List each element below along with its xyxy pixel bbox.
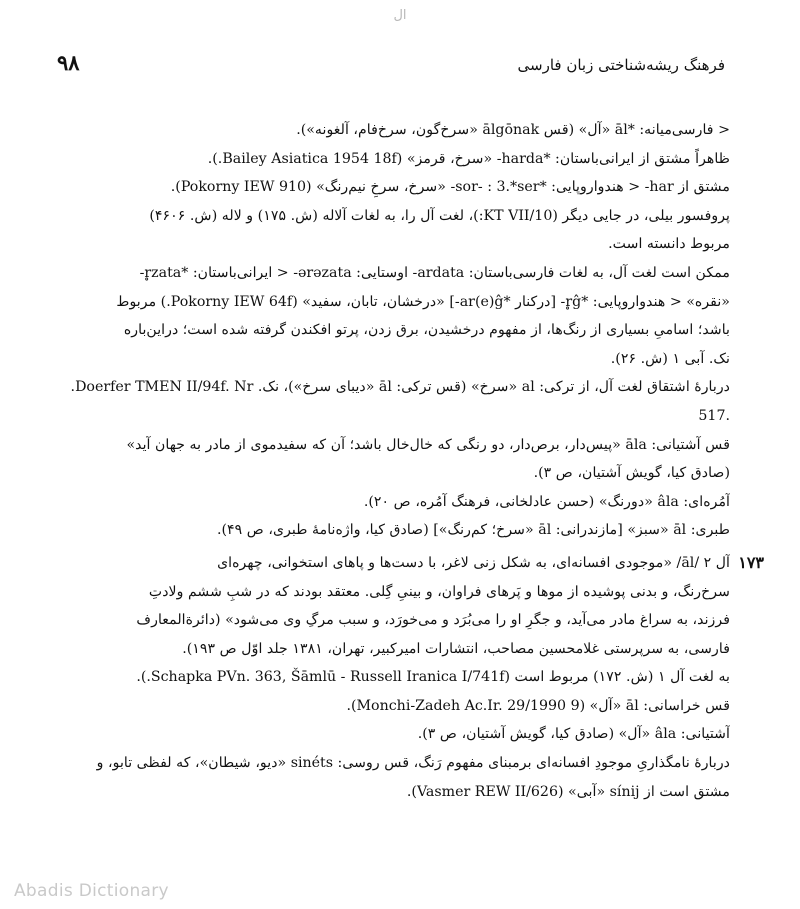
body-line: .517: [698, 407, 730, 424]
body-line: آمُره‌ای: âla «دورنگ» (حسن عادلخانی، فرهنگ آمُره، ص ۲۰).: [363, 493, 730, 510]
body-line: به لغت آل ۱ (ش. ۱۷۲) مربوط است (Schapka PVn. 363, Šāmlū - Russell Iranica I/741f.).: [136, 669, 730, 686]
page-header: [35, 52, 725, 84]
top-word: ال: [393, 8, 407, 23]
body-line: قس آشتیانی: āla «پیس‌دار، برص‌دار، دو رنگی که خال‌خال باشد؛ آن که سفیدموی از مادر به جهان آید»: [126, 436, 730, 453]
body-line: نک. آبی ۱ (ش. ۲۶).: [610, 350, 730, 367]
body-line: آل ۲ /āl/ «موجودی افسانه‌ای، به شکل زنی لاغر، با دست‌ها و پاهای استخوانی، چهره‌ای: [217, 554, 730, 571]
body-line: مشتق است از sínij «آبی» (Vasmer REW II/626).: [406, 783, 730, 800]
book-title: فرهنگ ریشه‌شناختی زبان فارسی: [517, 56, 725, 74]
entry-number: ۱۷۳: [738, 552, 764, 572]
body-line: (صادق کیا، گویش آشتیان، ص ۳).: [533, 465, 730, 482]
body-line: فرزند، به سراغ مادر می‌آید، و جگرِ او را می‌بُرَد و می‌خورَد، و سبب مرگِ وی می‌شود» (دائرةالمعارف: [136, 612, 730, 629]
body-line: آشتیانی: âla «آل» (صادق کیا، گویش آشتیان، ص ۳).: [417, 726, 730, 743]
body-line: ممکن است لغت آل، به لغات فارسی‌باستان: ardata- اوستایی: ərəzata- < ایرانی‌باستان: *r̥zata-: [139, 264, 730, 281]
body-line: باشد؛ اسامیِ بسیاری از رنگ‌ها، از مفهوم درخشیدن، برق زدن، پرتو افکندن گرفته شده است؛ دراین‌باره: [123, 322, 730, 339]
body-line: دربارهٔ اشتقاق لغت آل، از ترکی: al «سرخ» (قس ترکی: āl «دیبای سرخ»)، نک. Doerfer TMEN II/94f. Nr.: [70, 379, 730, 396]
body-line: دربارهٔ نامگذاریِ موجودِ افسانه‌ای برمبنای مفهوم رَنگ، قس روسی: sinéts «دیو، شیطان»، که لفظی تابو، و: [96, 755, 730, 772]
body-line: < فارسی‌میانه: *āl «آل» (قس ālgōnak «سرخ‌گون، سرخ‌فام، آلغونه»).: [296, 122, 730, 138]
body-line: قس خراسانی: āl «آل» (Monchi-Zadeh Ac.Ir. 29/1990 9).: [346, 697, 730, 714]
entry-body: [40, 116, 764, 806]
watermark: Abadis Dictionary: [14, 881, 169, 901]
body-line: طبری: āl «سبز» [مازندرانی: āl «سرخ؛ کم‌رنگ»] (صادق کیا، واژه‌نامهٔ طبری، ص ۴۹).: [216, 522, 730, 539]
body-line: مربوط دانسته است.: [608, 236, 730, 253]
body-line: سرخ‌رنگ، و بدنی پوشیده از موها و پَرهای فراوان، و بینیِ گِلی. معتقد بودند که در شبِ ششم ولادتِ: [148, 583, 730, 600]
body-line: فارسی، به سرپرستی غلامحسین مصاحب، انتشارات امیرکبیر، تهران، ۱۳۸۱ جلد اوّل ص ۱۹۳).: [182, 640, 730, 657]
page-number: ۹۸: [57, 50, 80, 75]
body-line: ظاهراً مشتق از ایرانی‌باستان: *harda- «سرخ، قرمز» (Bailey Asiatica 1954 18f.).: [207, 150, 730, 167]
entry-173: [40, 549, 764, 578]
body-line: مشتق از har- < هندواروپایی: *sor- : 3.*ser- «سرخ، سرخِ نیم‌رنگ» (Pokorny IEW 910).: [170, 179, 730, 196]
body-line: «نقره» < هندواروپایی: *r̥ĝ- [درکنار *ar(e)ĝ-] «درخشان، تابان، سفید» (Pokorny IEW 64f.) مربوط: [116, 293, 730, 310]
body-line: پروفسور بیلی، در جایی دیگر (KT VII/10:)، لغت آل را، به لغات آلاله (ش. ۱۷۵) و لاله (ش. ۴۶۰۶): [149, 207, 730, 224]
